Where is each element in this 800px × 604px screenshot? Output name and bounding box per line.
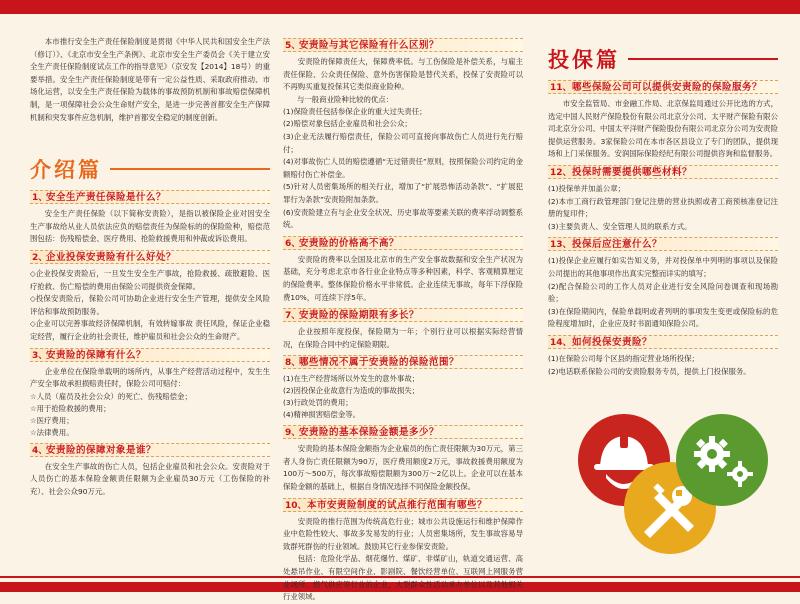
- q1-header: [30, 190, 270, 204]
- column-intro: [30, 26, 270, 498]
- q7-number: 7、: [285, 311, 301, 322]
- q1-body: 安全生产责任保险（以下简称安责险），是指以被保险企业对因安全生产事故给从业人员依法应负的赔偿责任为保险标的的保险险种，赔偿范围包括：伤残赔偿金、医疗费用、抢险救援费用和仲裁或诉讼费用。: [30, 209, 270, 244]
- q9-title: 安责险的基本保险金额是多少？: [299, 427, 440, 439]
- q4-body: 在安全生产事故的伤亡人员，包括企业雇员和社会公众。安责险对于人员伤亡的基本保险金额责任限额为企业雇员30万元（工伤保险的补充）、社会公众90万元。: [30, 461, 270, 496]
- q2-item: ◇投保安责险后，保险公司可协助企业进行安全生产管理，提供安全风险评估和事故预防服务。: [30, 294, 270, 316]
- q6-number: 6、: [285, 238, 301, 249]
- q6-title: 安责险的价格高不高？: [299, 237, 400, 249]
- q7-title: 安责险的保险期限有多长？: [299, 310, 420, 322]
- q1-number: 1、: [32, 193, 48, 204]
- q3-item: ☆用于抢险救援的费用；: [30, 403, 111, 413]
- q7-header: [283, 308, 523, 322]
- section-insure-heading: [548, 44, 778, 74]
- q10-header: [283, 498, 523, 512]
- q5-item: (4)对事故伤亡人员的赔偿遵循“无过错责任”原则，按照保险公司约定的金额赔付伤亡补偿金。: [283, 157, 523, 179]
- section-intro-title: 介绍篇: [30, 157, 102, 183]
- q10-body-2: 包括：危险化学品、烟花爆竹、煤矿、非煤矿山，轨道交通运营、高处悬吊作业、有限空间作业、影剧院、餐饮经营单位、互联网上网服务营业场所、燃气供应等行业的企业，大型群众性活动承办单位以及其他相关行业领域。: [283, 554, 523, 602]
- q12-item: (2)本市工商行政管理部门登记注册的营业执照或者工商预核准登记注册的复印件；: [548, 196, 778, 219]
- q2-header: [30, 250, 270, 264]
- q3-body: 企业单位在保险单载明的场所内，从事生产经营活动过程中，发生生产安全事故承担损赔责任时，保险公司可赔付：: [30, 366, 270, 389]
- q12-title: 投保时需要提供哪些材料？: [572, 166, 693, 178]
- q3-title: 安责险的保障有什么？: [46, 349, 147, 361]
- q13-header: [548, 237, 778, 251]
- safety-illustration: [572, 408, 772, 558]
- q5-item: (2)赔偿对象包括企业雇员和社会公众；: [283, 119, 412, 129]
- q14-number: 14、: [550, 337, 572, 348]
- column-details: [283, 38, 523, 604]
- q13-title: 投保后应注意什么？: [572, 239, 663, 251]
- q9-body: 安责险的基本保险金额指为企业雇员的伤亡责任限额为30万元，第三者人身伤亡责任限额为90万，医疗费用额度2万元，事故救援费用额度为100万～500万，每次事故赔偿限额为300万～2亿以上。企业可以在基本保险金额的基础上，根据自身情况选择不同保险金额投保。: [283, 444, 523, 492]
- q5-body: 安责险的保障责任大，保障费率低。与工伤保险是补偿关系，与雇主责任保险、公众责任保险、意外伤害保险是替代关系，投保了安责险可以不再购买重复投保其它类似商业险种。: [283, 57, 523, 92]
- q5-item: (3)企业无法履行赔偿责任，保险公司可直接向事故伤亡人员进行先行赔付；: [283, 131, 523, 154]
- q3-item: ☆医疗费用；: [30, 415, 74, 425]
- q13-item: (2)配合保险公司的工作人员对企业进行安全风险问卷调查和现场勘验；: [548, 281, 778, 304]
- intro-paragraph: 本市推行安全生产责任保险制度是贯彻《中华人民共和国安全生产法（修订）》、《北京市安全生产条例》、北京市安全生产委员会《关于建立安全生产责任保险制度试点工作的指导意见》（京安发【2014】18号）的重要举措。安全生产责任保险制度是带有一定公益性质、采取政府推动、市场化运营，以安全生产责任保险为载体的事故预防机制和事故赔偿保障机制，是一项保障社会公众生命财产安全，是进一步完善首都安全生产保障机制和突发事件应急机制，维护首都安全稳定的制度创新。: [30, 37, 270, 122]
- q12-item: (1)投保单并加盖公章；: [548, 183, 625, 193]
- q2-item: ◇企业投保安责险后，一旦发生安全生产事故，抢险救援、疏散避险、医疗抢救、伤亡赔偿的费用由保险公司提供资金保障。: [30, 268, 270, 291]
- q12-number: 12、: [550, 167, 572, 178]
- q11-header: [548, 80, 778, 94]
- q5-header: [283, 38, 523, 52]
- section-intro-heading: [30, 154, 270, 184]
- q5-item: (1)保险责任包括参保企业的重大过失责任；: [283, 106, 427, 116]
- q2-number: 2、: [32, 252, 48, 263]
- q8-item: (4)精神损害赔偿金等。: [283, 410, 360, 420]
- q4-number: 4、: [32, 445, 48, 456]
- section-insure-title: 投保篇: [548, 47, 620, 72]
- q4-title: 安责险的保障对象是谁？: [46, 444, 157, 456]
- q8-item: (1)在生产经营场所以外发生的意外事故；: [283, 374, 420, 384]
- q5-item: (5)针对人员密集场所的相关行业，增加了“扩展恐怖活动条款”、“扩展犯罪行为条款”安责险附加条款。: [283, 182, 523, 204]
- q9-header: [283, 425, 523, 439]
- q8-item: (2)因投保企业故意行为造成的事故损失；: [283, 386, 420, 396]
- q14-item: (2)电话联系保险公司的安责险服务专员，提供上门投保服务。: [548, 366, 751, 376]
- q8-number: 8、: [285, 358, 301, 369]
- q3-number: 3、: [32, 350, 48, 361]
- section-divider: [110, 168, 270, 170]
- q3-item: ☆人员（雇员及社会公众）的死亡、伤残赔偿金；: [30, 391, 192, 401]
- q10-body: 安责险的推行范围为传统高危行业；城市公共设施运行和维护保障作业中危险性较大、事故多发易发的行业；人员密集场所，发生事故容易导致群死群伤的行业领域。鼓励其它行业参保安责险。: [283, 516, 523, 551]
- q11-title: 哪些保险公司可以提供安责险的保险服务？: [572, 82, 763, 93]
- q6-header: [283, 236, 523, 250]
- q7-body: 企业按照年度投保，保险期为一年；个别行业可以根据实际经营情况，在保险合同中约定保险期限。: [283, 327, 523, 349]
- q1-title: 安全生产责任保险是什么？: [46, 192, 167, 204]
- q6-body: 安责险的费率以全国及北京市的生产安全事故数据和安全生产状况为基础，充分考虑北京市各行业企业特点等多种因素，科学、客观精算厘定的保险费率。整体保险价格水平非常低。企业连续无事故，每年下浮保险费10%，可连续下浮5年。: [283, 254, 523, 302]
- q11-number: 11、: [550, 83, 572, 93]
- q5-number: 5、: [285, 41, 301, 51]
- q10-number: 10、: [285, 500, 307, 511]
- q8-title: 哪些情况不属于安责险的保险范围？: [299, 357, 460, 369]
- q13-item: (1)投保企业应履行如实告知义务，并对投保单中列明的事项以及保险公司提出的其他事项作出真实完整而详实的填写；: [548, 256, 778, 278]
- q11-body: 市安全监管局、市金融工作局、北京保监局通过公开比选的方式，选定中国人民财产保险股份有限公司北京分公司、太平财产保险有限公司北京分公司、中国太平洋财产保险股份有限公司北京分公司为安责险提供运营服务。3家保险公司在本市各区县设立了专门的团队，提供现场和上门采保服务。安润国际保险经纪有限公司提供咨询和监督服务。: [548, 99, 778, 159]
- q13-item: (3)在保险期间内，保险单载明或者列明的事项发生变更或保险标的危险程度增加时，企业应及时书面通知保险公司。: [548, 306, 778, 329]
- q8-header: [283, 355, 523, 369]
- q8-item: (3)行政处罚的费用；: [283, 398, 353, 408]
- section-divider: [628, 58, 778, 60]
- q5-sub: 与一般商业险种比较的优点：: [297, 94, 394, 104]
- q2-title: 企业投保安责险有什么好处？: [46, 251, 177, 263]
- top-red-bar: [0, 0, 800, 14]
- q3-item: ☆法律费用。: [30, 427, 74, 437]
- q12-item: (3)主要负责人、安全管理人员的联系方式。: [548, 221, 692, 231]
- q5-item: (6)安责险建立有与企业安全状况、历史事故等要素关联的费率浮动调整系统。: [283, 207, 523, 230]
- q5-title: 安责险与其它保险有什么区别？: [299, 40, 440, 51]
- q4-header: [30, 443, 270, 457]
- q9-number: 9、: [285, 428, 301, 439]
- q2-item: ◇企业可以完善事故经济保障机制，有效转嫁事故 责任风险，保证企业稳定经营，履行企业的社会责任，维护雇员和社会公众的生命财产。: [30, 319, 270, 341]
- q10-title: 本市安责险制度的试点推行范围有哪些？: [307, 499, 488, 511]
- q13-number: 13、: [550, 240, 572, 251]
- q3-header: [30, 348, 270, 362]
- q14-item: (1)在保险公司每个区县的指定营业场所投保；: [548, 353, 699, 363]
- q12-header: [548, 165, 778, 179]
- q14-header: [548, 335, 778, 349]
- q14-title: 如何投保安责险？: [572, 336, 653, 348]
- column-insure: [548, 44, 778, 378]
